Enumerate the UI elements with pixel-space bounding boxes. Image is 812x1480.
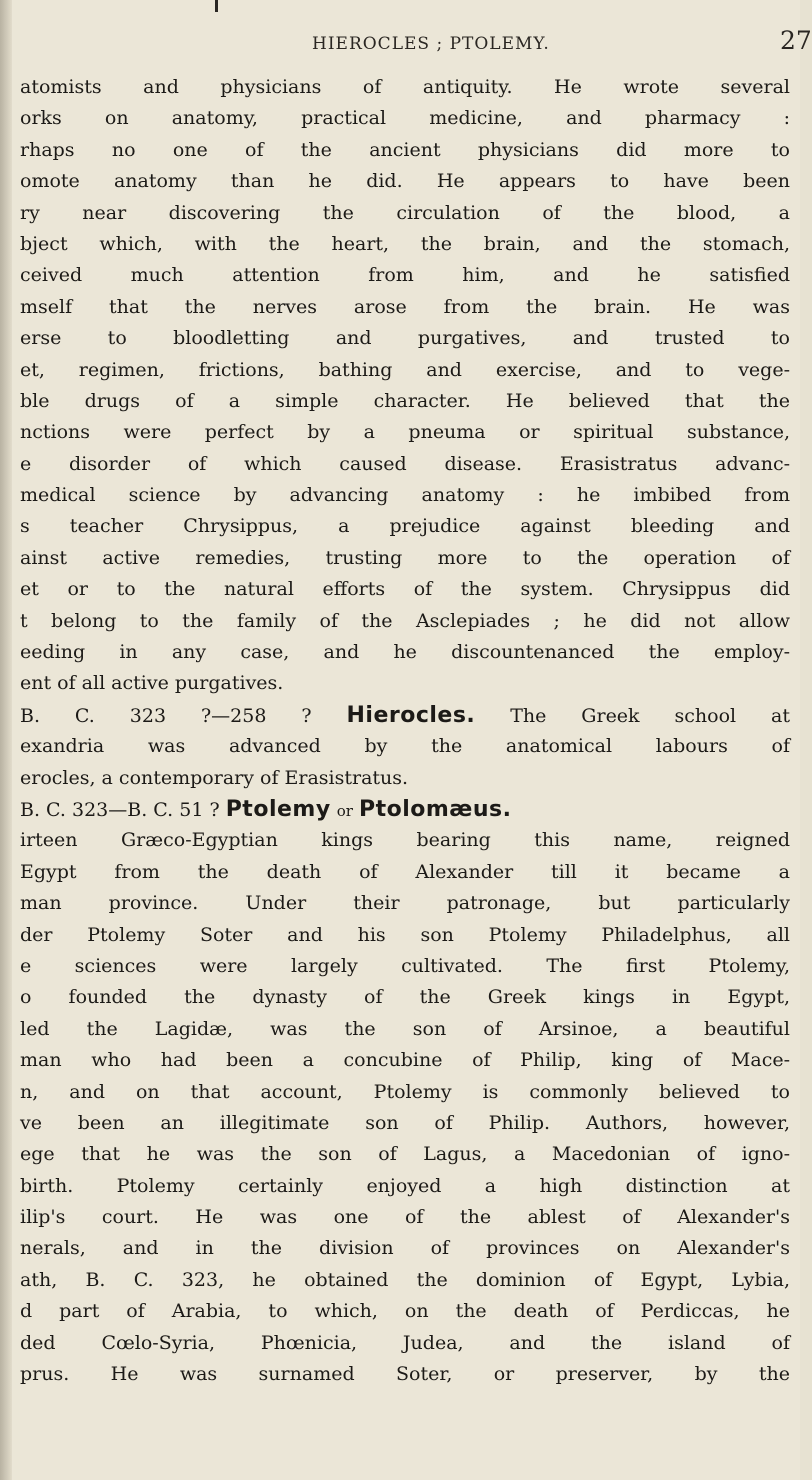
text-line: ainst active remedies, trusting more to the operation of	[20, 546, 790, 569]
hierocles-date: B. C. 323 ?—258 ?	[20, 704, 312, 727]
text-line: man province. Under their patronage, but particularly	[20, 892, 790, 915]
ptolemy-entry-heading	[20, 794, 790, 825]
text-line: ceived much attention from him, and he satisfied	[20, 264, 790, 287]
print-mark	[215, 0, 218, 12]
text-line: mself that the nerves arose from the brain. He was	[20, 295, 790, 318]
text-line: n, and on that account, Ptolemy is commonly believed to	[20, 1080, 790, 1103]
text-line: orks on anatomy, practical medicine, and pharmacy :	[20, 107, 790, 130]
ptolemy-date: B. C. 323—B. C. 51 ?	[20, 798, 220, 821]
text-line: eeding in any case, and he discountenanced the employ-	[20, 641, 790, 664]
text-line: et or to the natural efforts of the system. Chrysippus did	[20, 578, 790, 601]
page-gutter	[0, 0, 12, 1480]
text-line: ilip's court. He was one of the ablest of Alexander's	[20, 1206, 790, 1229]
hierocles-name: Hierocles.	[346, 702, 476, 728]
hierocles-lead: The Greek school at	[510, 704, 790, 727]
text-line: nctions were perfect by a pneuma or spiritual substance,	[20, 421, 790, 444]
text-line: atomists and physicians of antiquity. He wrote several	[20, 76, 790, 98]
text-line: e disorder of which caused disease. Erasistratus advanc-	[20, 452, 790, 475]
text-line: d part of Arabia, to which, on the death of Perdiccas, he	[20, 1300, 790, 1323]
text-line: man who had been a concubine of Philip, king of Mace-	[20, 1049, 790, 1072]
text-line: nerals, and in the division of provinces on Alexander's	[20, 1237, 790, 1260]
running-head: HIEROCLES ; PTOLEMY.	[312, 34, 550, 54]
text-line: o founded the dynasty of the Greek kings in Egypt,	[20, 986, 790, 1009]
text-line: omote anatomy than he did. He appears to have been	[20, 170, 790, 193]
text-line: e sciences were largely cultivated. The first Ptolemy,	[20, 954, 790, 977]
ptolemy-name: Ptolemy	[225, 796, 331, 822]
text-line: et, regimen, frictions, bathing and exercise, and to vege-	[20, 358, 790, 381]
page-number: 27	[780, 26, 812, 55]
text-line: ege that he was the son of Lagus, a Macedonian of igno-	[20, 1143, 790, 1166]
text-line: ent of all active purgatives.	[20, 672, 284, 695]
text-line: ded Cœlo-Syria, Phœnicia, Judea, and the island of	[20, 1331, 790, 1354]
text-line: Egypt from the death of Alexander till it became a	[20, 860, 790, 883]
text-line: birth. Ptolemy certainly enjoyed a high distinction at	[20, 1174, 790, 1197]
text-line: ble drugs of a simple character. He believed that the	[20, 389, 790, 412]
text-line: der Ptolemy Soter and his son Ptolemy Philadelphus, all	[20, 923, 790, 946]
text-line: rhaps no one of the ancient physicians did more to	[20, 138, 790, 161]
ptolemy-connector: or	[336, 801, 353, 820]
body-text	[20, 72, 790, 1390]
text-line: bject which, with the heart, the brain, and the stomach,	[20, 232, 790, 255]
text-line: prus. He was surnamed Soter, or preserver, by the	[20, 1363, 790, 1386]
page-header	[12, 26, 812, 66]
text-line: erse to bloodletting and purgatives, and trusted to	[20, 327, 790, 350]
text-line: erocles, a contemporary of Erasistratus.	[20, 766, 409, 789]
text-line: irteen Græco-Egyptian kings bearing this name, reigned	[20, 829, 790, 852]
text-line: led the Lagidæ, was the son of Arsinoe, a beautiful	[20, 1017, 790, 1040]
text-line: ve been an illegitimate son of Philip. Authors, however,	[20, 1111, 790, 1134]
hierocles-entry-heading	[20, 700, 790, 731]
text-line: exandria was advanced by the anatomical labours of	[20, 735, 790, 758]
text-line: ry near discovering the circulation of the blood, a	[20, 201, 790, 224]
text-line: medical science by advancing anatomy : he imbibed from	[20, 484, 790, 507]
text-line: t belong to the family of the Asclepiades ; he did not allow	[20, 609, 790, 632]
ptolemy-alt-name: Ptolomæus.	[358, 796, 512, 822]
text-line: ath, B. C. 323, he obtained the dominion of Egypt, Lybia,	[20, 1268, 790, 1291]
text-line: s teacher Chrysippus, a prejudice against bleeding and	[20, 515, 790, 538]
